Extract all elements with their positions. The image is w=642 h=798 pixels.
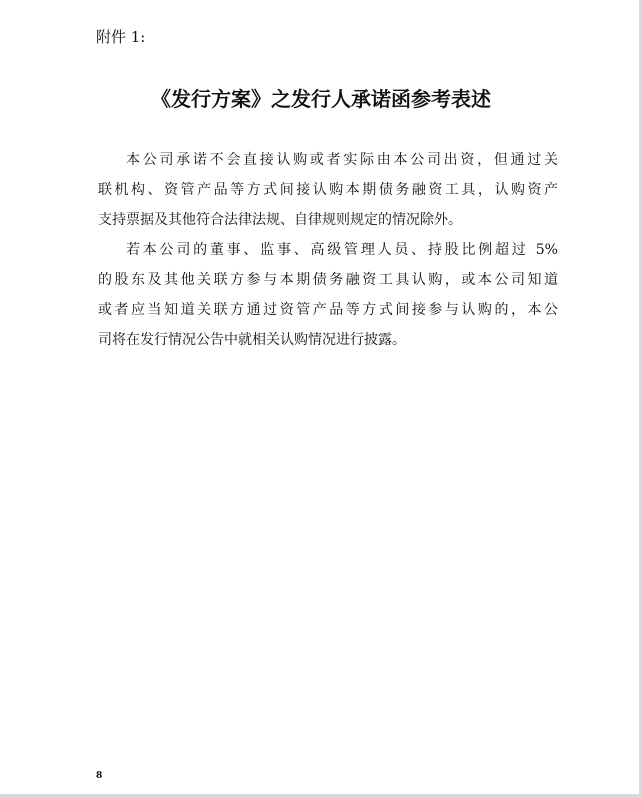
paragraph-commitment xyxy=(98,145,558,235)
document-body xyxy=(98,145,558,355)
paragraph-line: 若本公司的董事、监事、高级管理人员、持股比例超过 5% xyxy=(126,242,558,258)
page-edge-bottom xyxy=(0,794,642,798)
page-number: 8 xyxy=(96,771,103,781)
paragraph-line: 司将在发行情况公告中就相关认购情况进行披露。 xyxy=(98,332,406,348)
paragraph-line: 支持票据及其他符合法律法规、自律规则规定的情况除外。 xyxy=(98,212,462,228)
paragraph-line: 的股东及其他关联方参与本期债务融资工具认购，或本公司知道 xyxy=(98,272,558,288)
attachment-label: 附件 1: xyxy=(96,28,146,46)
paragraph-line: 联机构、资管产品等方式间接认购本期债务融资工具，认购资产 xyxy=(98,182,558,198)
document-title: 《发行方案》之发行人承诺函参考表述 xyxy=(151,87,491,111)
paragraph-disclosure xyxy=(98,235,558,355)
paragraph-line: 本公司承诺不会直接认购或者实际由本公司出资，但通过关 xyxy=(126,152,558,168)
paragraph-line: 或者应当知道关联方通过资管产品等方式间接参与认购的，本公 xyxy=(98,302,558,318)
